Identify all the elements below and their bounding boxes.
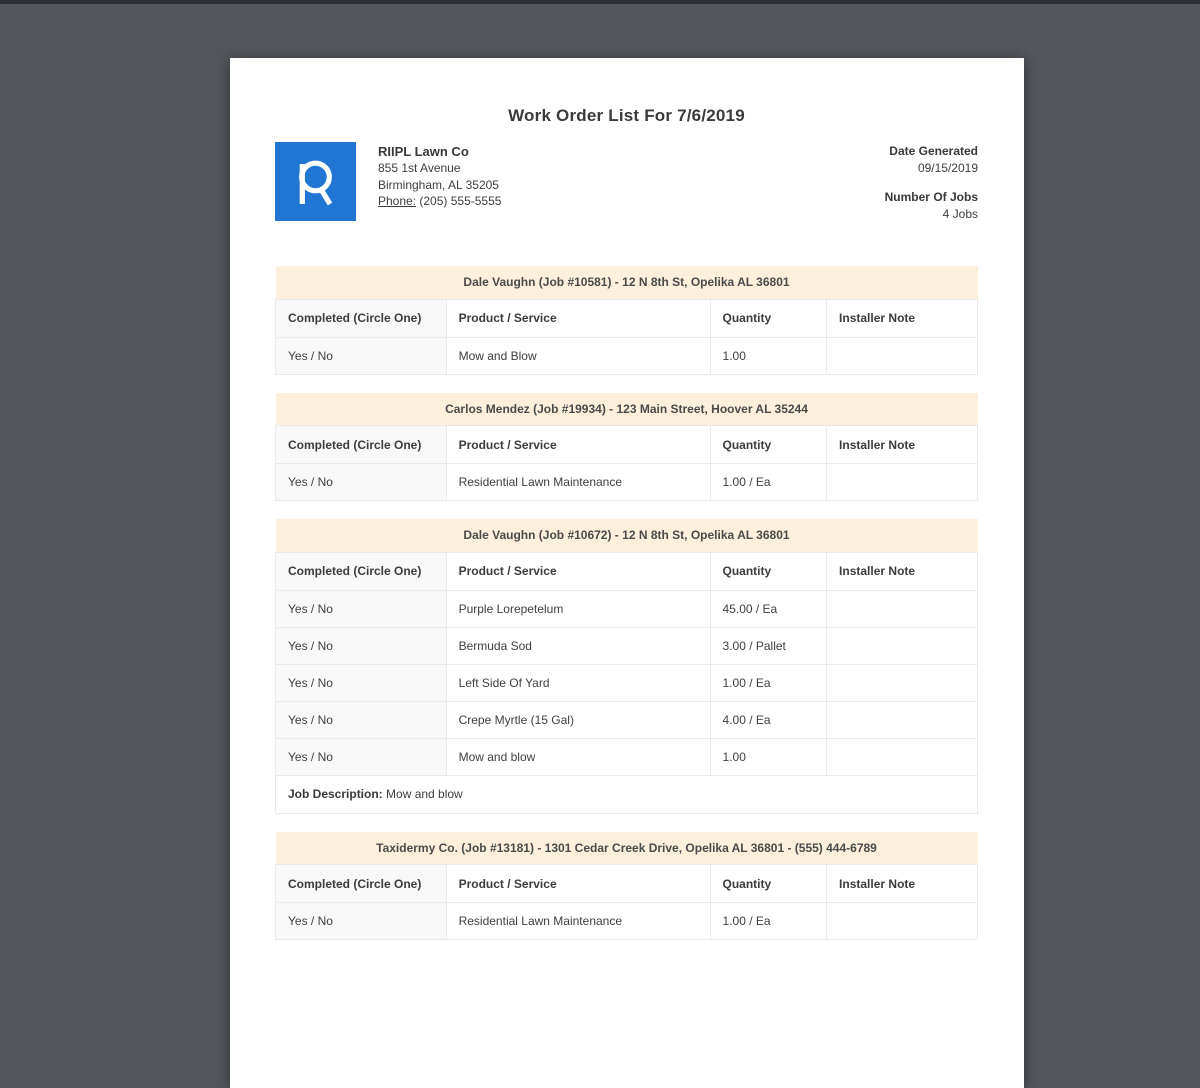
document-page [230,58,1024,1088]
cell-note [827,903,978,940]
number-of-jobs-value: 4 Jobs [942,207,978,221]
column-header: Installer Note [827,865,978,903]
cell-product: Left Side Of Yard [446,664,710,701]
column-header: Quantity [710,426,827,464]
cell-quantity: 1.00 / Ea [710,464,827,501]
cell-product: Purple Lorepetelum [446,590,710,627]
job-header: Dale Vaughn (Job #10672) - 12 N 8th St, Opelika AL 36801 [276,519,978,552]
work-order-row [276,590,978,627]
column-header-row [276,299,978,337]
job-header: Carlos Mendez (Job #19934) - 123 Main Street, Hoover AL 35244 [276,393,978,426]
company-info [378,142,501,223]
job-description-value: Mow and blow [382,787,463,801]
column-header: Quantity [710,299,827,337]
cell-quantity: 1.00 [710,337,827,374]
column-header: Quantity [710,552,827,590]
company-logo [275,142,356,221]
company-phone [378,193,501,210]
work-order-row [276,903,978,940]
cell-product: Mow and blow [446,738,710,775]
cell-completed: Yes / No [276,664,447,701]
cell-quantity: 45.00 / Ea [710,590,827,627]
document-header [275,142,978,223]
cell-completed: Yes / No [276,738,447,775]
job-header-row [276,266,978,299]
column-header: Product / Service [446,552,710,590]
column-header-row [276,426,978,464]
column-header: Installer Note [827,426,978,464]
job-table [275,832,978,941]
company-address-line2: Birmingham, AL 35205 [378,177,499,192]
job-table [275,519,978,814]
cell-product: Residential Lawn Maintenance [446,903,710,940]
viewer-top-strip [0,0,1200,4]
work-order-row [276,664,978,701]
column-header: Installer Note [827,299,978,337]
job-header-row [276,832,978,865]
job-header: Taxidermy Co. (Job #13181) - 1301 Cedar Creek Drive, Opelika AL 36801 - (555) 444-6789 [276,832,978,865]
job-table [275,266,978,375]
cell-product: Residential Lawn Maintenance [446,464,710,501]
column-header: Completed (Circle One) [276,865,447,903]
cell-completed: Yes / No [276,590,447,627]
job-description-label: Job Description: [288,787,383,801]
work-order-row [276,627,978,664]
cell-quantity: 1.00 [710,738,827,775]
cell-note [827,590,978,627]
work-order-row [276,701,978,738]
cell-note [827,464,978,501]
company-address-line1: 855 1st Avenue [378,161,461,175]
cell-note [827,738,978,775]
cell-quantity: 1.00 / Ea [710,903,827,940]
work-order-row [276,337,978,374]
meta-spacer [885,177,978,189]
company-name: RIIPL Lawn Co [378,144,469,159]
column-header: Product / Service [446,299,710,337]
page-title: Work Order List For 7/6/2019 [508,106,745,125]
cell-note [827,627,978,664]
cell-note [827,664,978,701]
cell-product: Mow and Blow [446,337,710,374]
cell-product: Crepe Myrtle (15 Gal) [446,701,710,738]
job-header: Dale Vaughn (Job #10581) - 12 N 8th St, Opelika AL 36801 [276,266,978,299]
date-generated-label: Date Generated [889,144,978,158]
job-description-row [276,775,978,813]
date-generated-value: 09/15/2019 [917,161,978,175]
cell-completed: Yes / No [276,903,447,940]
phone-label: Phone: [378,194,417,208]
phone-value: (205) 555-5555 [419,194,502,208]
cell-product: Bermuda Sod [446,627,710,664]
cell-quantity: 1.00 / Ea [710,664,827,701]
cell-completed: Yes / No [276,627,447,664]
job-list [275,266,978,940]
report-meta [885,142,978,223]
column-header: Product / Service [446,865,710,903]
work-order-row [276,464,978,501]
cell-quantity: 3.00 / Pallet [710,627,827,664]
number-of-jobs-label: Number Of Jobs [884,190,978,204]
cell-completed: Yes / No [276,701,447,738]
work-order-row [276,738,978,775]
job-table [275,393,978,502]
job-header-row [276,393,978,426]
column-header: Installer Note [827,552,978,590]
company-logo-r-icon [275,142,356,221]
column-header: Completed (Circle One) [276,426,447,464]
column-header: Completed (Circle One) [276,299,447,337]
cell-note [827,701,978,738]
column-header: Quantity [710,865,827,903]
job-header-row [276,519,978,552]
cell-quantity: 4.00 / Ea [710,701,827,738]
column-header: Completed (Circle One) [276,552,447,590]
cell-completed: Yes / No [276,464,447,501]
cell-note [827,337,978,374]
column-header: Product / Service [446,426,710,464]
cell-completed: Yes / No [276,337,447,374]
column-header-row [276,865,978,903]
job-description-cell [276,775,978,813]
column-header-row [276,552,978,590]
